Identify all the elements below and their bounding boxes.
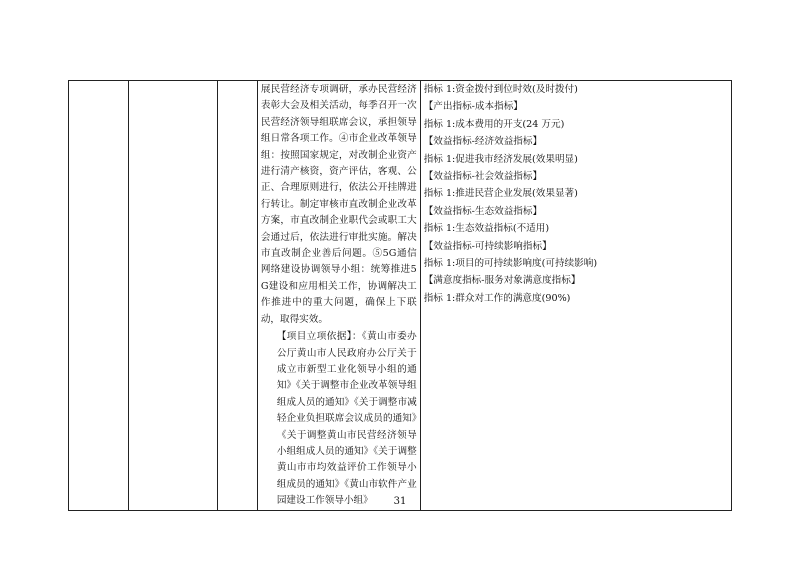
- table-row: [69, 81, 732, 511]
- indicator-line: 【效益指标-经济效益指标】: [423, 136, 543, 148]
- indicator-line: 【效益指标-可持续影响指标】: [423, 240, 552, 252]
- project-basis-cell: [257, 81, 420, 511]
- indicator-line: 指标 1:促进我市经济发展(效果明显): [423, 153, 578, 165]
- indicator-line: 指标 1:群众对工作的满意度(90%): [423, 292, 571, 304]
- project-basis-heading: 【项目立项依据】: [276, 331, 352, 343]
- indicator-line: 指标 1:项目的可持续影响度(可持续影响): [423, 257, 598, 269]
- indicator-line: 指标 1:成本费用的开支(24 万元): [423, 118, 565, 130]
- indicator-line: 【满意度指标-服务对象满意度指标】: [423, 275, 581, 287]
- indicator-line: 【效益指标-社会效益指标】: [423, 170, 543, 182]
- indicator-line: 指标 1:资金拨付到位时效(及时拨付): [423, 84, 578, 95]
- indicator-line: 【产出指标-成本指标】: [423, 101, 523, 113]
- table-cell-empty-1: [69, 81, 129, 511]
- project-basis-paragraph-1: 展民营经济专项调研，承办民营经济表彰大会及相关活动，每季召开一次民营经济领导组联席会议，承担领导组日常各项工作。④市企业改革领导组：按照国家规定，对改制企业资产进行清产核资，资产评估，客观、公正、合理原则进行，依法公开挂牌进行转让。制定审核市直改制企业改革方案，市直改制企业职代会或职工大会通过后，依法进行审批实施。解决市直改制企业善后问题。⑤5G通信网络建设协调领导小组：统筹推进5G建设和应用相关工作，协调解决工作推进中的重大问题，确保上下联动，取得实效。: [260, 84, 417, 325]
- project-table: [68, 80, 732, 511]
- project-basis-paragraph-2: [258, 328, 420, 509]
- page-number: 31: [393, 496, 407, 507]
- table-cell-empty-2: [129, 81, 218, 511]
- indicator-line: 【效益指标-生态效益指标】: [423, 205, 543, 217]
- project-basis-text: ：《黄山市委办公厅黄山市人民政府办公厅关于成立市新型工业化领导小组的通知》《关于调整市企业改革领导组组成人员的通知》《关于调整市减轻企业负担联席会议成员的通知》《关于调整黄山市民营经济领导小组组成人员的通知》《关于调整黄山市市均效益评价工作领导小组成员的通知》《黄山市软件产业园建设工作领导小组》: [276, 331, 417, 507]
- indicator-line: 指标 1:生态效益指标(不适用): [423, 223, 550, 235]
- indicator-list: [421, 81, 731, 307]
- indicators-cell: [420, 81, 731, 511]
- indicator-line: 指标 1:推进民营企业发展(效果显著): [423, 188, 578, 200]
- table-cell-empty-3: [218, 81, 257, 511]
